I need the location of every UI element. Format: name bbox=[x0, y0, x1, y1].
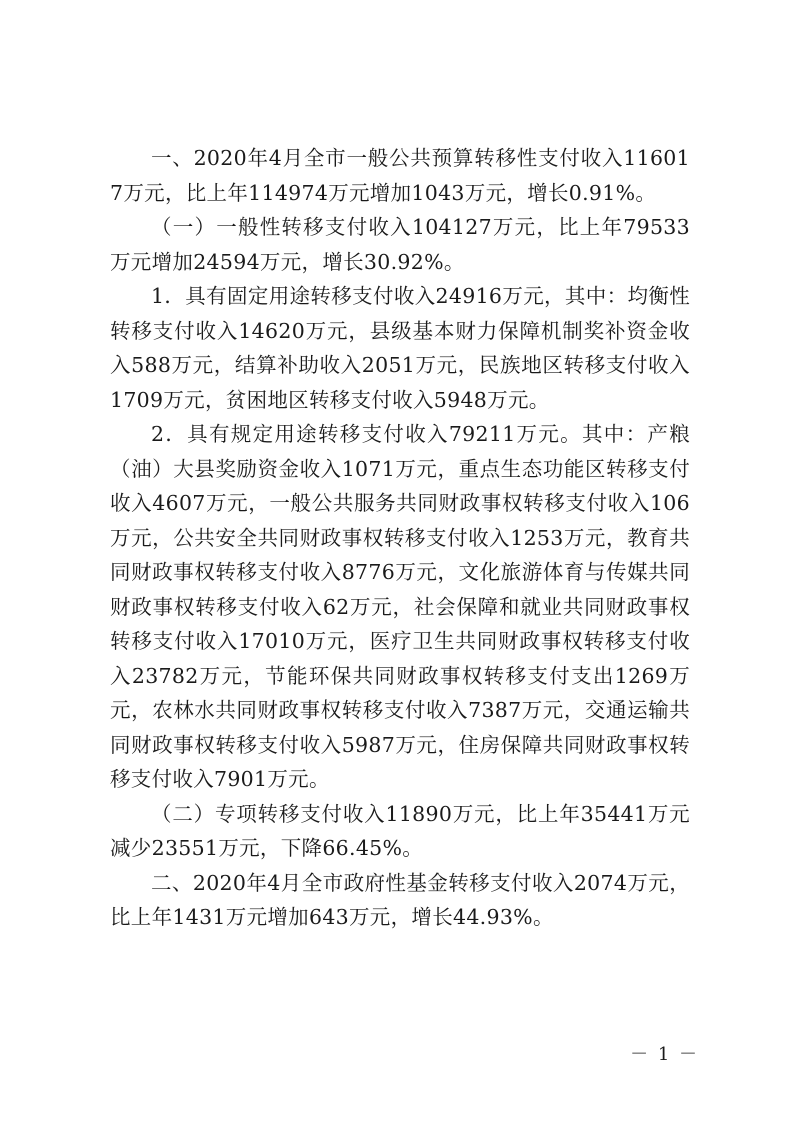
paragraph-fixed-purpose-transfer: 1．具有固定用途转移支付收入24916万元，其中：均衡性转移支付收入14620万元，县级基本财力保障机制奖补资金收入588万元，结算补助收入2051万元，民族地区转移支付收入1709万元，贫困地区转移支付收入5948万元。 bbox=[110, 284, 690, 412]
page-number: － 1 － bbox=[630, 1044, 699, 1065]
paragraph-general-budget-transfer: 一、2020年4月全市一般公共预算转移性支付收入116017万元，比上年114974万元增加1043万元，增长0.91%。 bbox=[110, 146, 690, 205]
paragraph-specified-purpose-transfer: 2．具有规定用途转移支付收入79211万元。其中：产粮（油）大县奖励资金收入1071万元，重点生态功能区转移支付收入4607万元，一般公共服务共同财政事权转移支付收入106万元，公共安全共同财政事权转移支付收入1253万元，教育共同财政事权转移支付收入8776万元，文化旅游体育与传媒共同财政事权转移支付收入62万元，社会保障和就业共同财政事权转移支付收入17010万元，医疗卫生共同财政事权转移支付收入23782万元，节能环保共同财政事权转移支付支出1269万元，农林水共同财政事权转移支付收入7387万元，交通运输共同财政事权转移支付收入5987万元，住房保障共同财政事权转移支付收入7901万元。 bbox=[110, 422, 690, 791]
paragraph-special-transfer: （二）专项转移支付收入11890万元，比上年35441万元减少23551万元，下降66.45%。 bbox=[110, 801, 690, 860]
document-body bbox=[110, 141, 690, 935]
paragraph-government-fund-transfer: 二、2020年4月全市政府性基金转移支付收入2074万元，比上年1431万元增加643万元，增长44.93%。 bbox=[110, 870, 690, 929]
paragraph-general-transfer: （一）一般性转移支付收入104127万元，比上年79533万元增加24594万元，增长30.92%。 bbox=[110, 215, 690, 274]
